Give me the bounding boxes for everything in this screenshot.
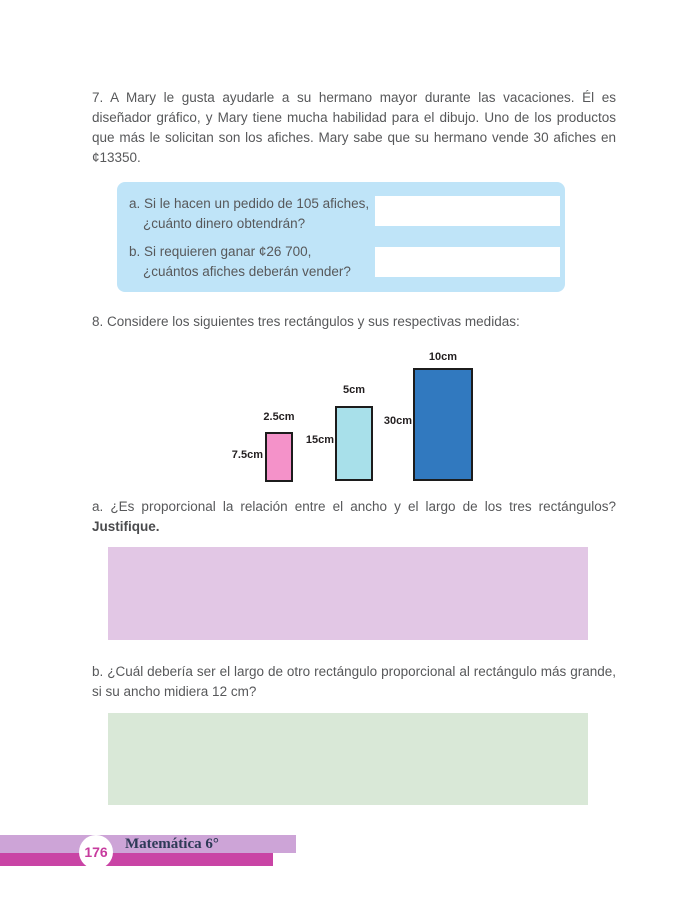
question-7-text: 7. A Mary le gusta ayudarle a su hermano mayor durante las vacaciones. Él es diseñador gráfico, y Mary tiene mucha habilidad para el dibujo. Uno de los productos que más le solicitan son los afiches. Mary sabe que su hermano vende 30 afiches en ¢13350.: [92, 90, 616, 165]
question-8a-line1: a. ¿Es proporcional la relación entre el ancho y el largo de los tres rectángulos?: [92, 499, 616, 514]
page-number-badge: 176: [79, 835, 113, 869]
large-rectangle: [413, 368, 473, 481]
question-8a-text: [92, 497, 616, 537]
question-8-text: 8. Considere los siguientes tres rectángulos y sus respectivas medidas:: [92, 314, 520, 329]
large-rect-height-label: 30cm: [383, 415, 412, 427]
answer-area-8b[interactable]: [108, 713, 588, 805]
footer-magenta-bar: [0, 853, 273, 866]
small-rect-width-label: 2.5cm: [263, 411, 295, 423]
question-8b-text: b. ¿Cuál debería ser el largo de otro rectángulo proporcional al rectángulo más grande, si su ancho midiera 12 cm?: [92, 664, 616, 699]
item-b-label-line1: b. Si requieren ganar ¢26 700,: [129, 244, 312, 259]
item-b-label-line2: ¿cuántos afiches deberán vender?: [143, 264, 351, 279]
item-a-label-line2: ¿cuánto dinero obtendrán?: [143, 216, 306, 231]
question-8a-justifique: Justifique.: [92, 519, 160, 534]
answer-area-8a[interactable]: [108, 547, 588, 640]
medium-rect-height-label: 15cm: [305, 434, 334, 446]
item-a-label-line1: a. Si le hacen un pedido de 105 afiches,: [129, 196, 370, 211]
footer-subject-label: Matemática 6°: [125, 836, 219, 852]
large-rect-width-label: 10cm: [428, 351, 458, 363]
medium-rect-width-label: 5cm: [342, 384, 366, 396]
small-rect-height-label: 7.5cm: [231, 449, 263, 461]
